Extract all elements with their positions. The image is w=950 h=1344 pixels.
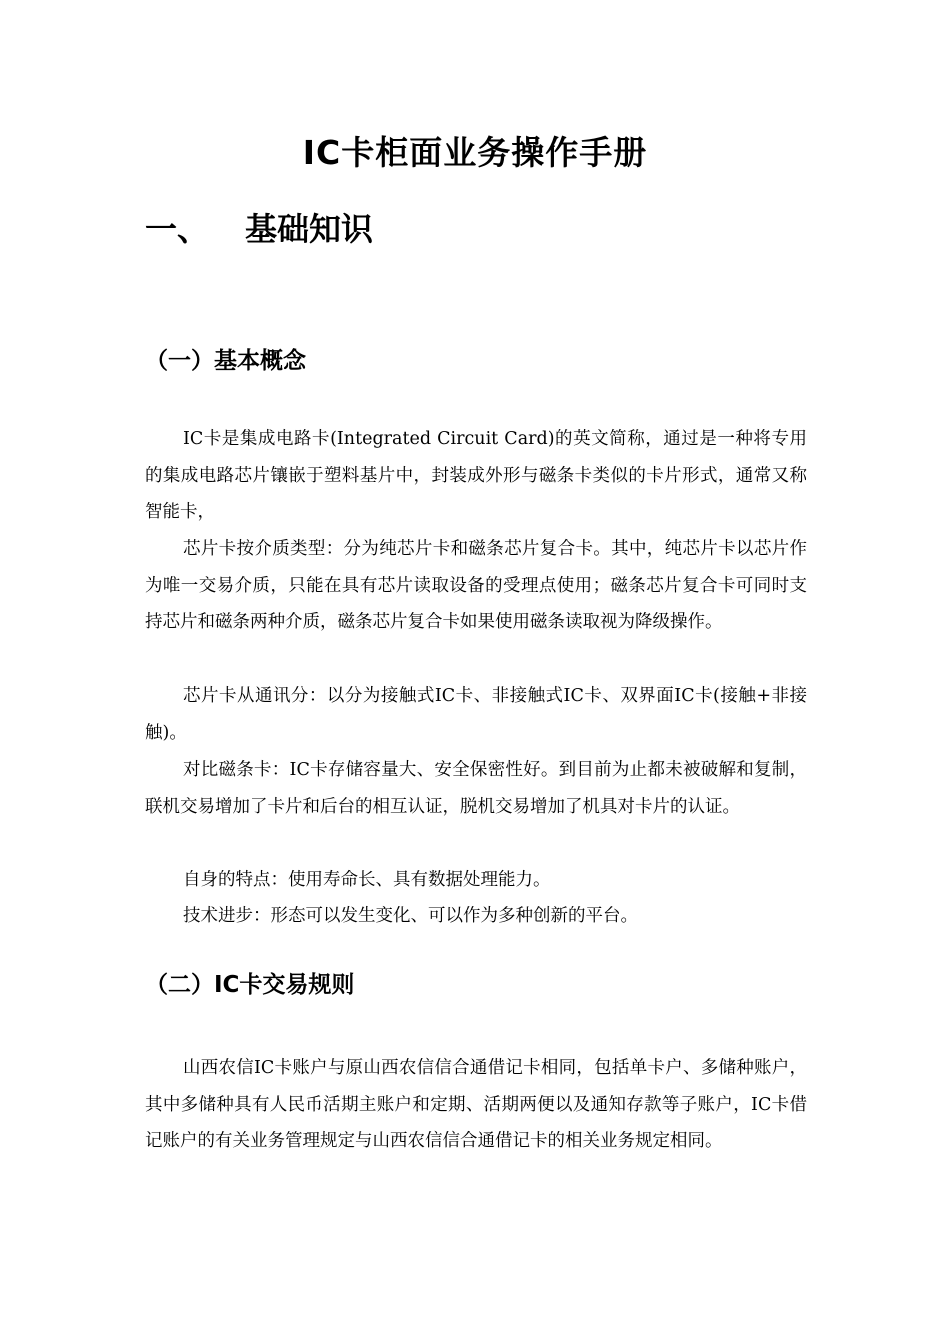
paragraph-own-features: 自身的特点：使用寿命长、具有数据处理能力。 [183,870,551,890]
section-heading-basic-concepts: （一）基本概念 [145,348,306,374]
paragraph-medium-types: 芯片卡按介质类型：分为纯芯片卡和磁条芯片复合卡。其中，纯芯片卡以芯片作为唯一交易介质，只能在具有芯片读取设备的受理点使用；磁条芯片复合卡可同时支持芯片和磁条两种介质，磁条芯片复合卡如果使用磁条读取视为降级操作。 [145,539,807,632]
paragraph-communication-types: 芯片卡从通讯分：以分为接触式IC卡、非接触式IC卡、双界面IC卡(接触+非接触)。 [145,686,807,743]
paragraph-account-rules: 山西农信IC卡账户与原山西农信信合通借记卡相同，包括单卡户、多储种账户，其中多储种具有人民币活期主账户和定期、活期两便以及通知存款等子账户，IC卡借记账户的有关业务管理规定与山西农信信合通借记卡的相关业务规定相同。 [145,1058,807,1151]
chapter-title: 基础知识 [245,210,374,248]
paragraph-ic-card-definition: IC卡是集成电路卡(Integrated Circuit Card)的英文简称，通过是一种将专用的集成电路芯片镶嵌于塑料基片中，封装成外形与磁条卡类似的卡片形式，通常又称智能卡， [145,429,807,522]
section-heading-transaction-rules: （二）IC卡交易规则 [145,972,355,998]
chapter-heading [145,204,373,254]
document-title: IC卡柜面业务操作手册 [302,133,648,172]
chapter-number: 一、 [145,210,210,248]
paragraph-technical-progress: 技术进步：形态可以发生变化、可以作为多种创新的平台。 [183,906,638,926]
paragraph-magstripe-comparison: 对比磁条卡：IC卡存储容量大、安全保密性好。到目前为止都未被破解和复制，联机交易增加了卡片和后台的相互认证，脱机交易增加了机具对卡片的认证。 [145,760,807,817]
